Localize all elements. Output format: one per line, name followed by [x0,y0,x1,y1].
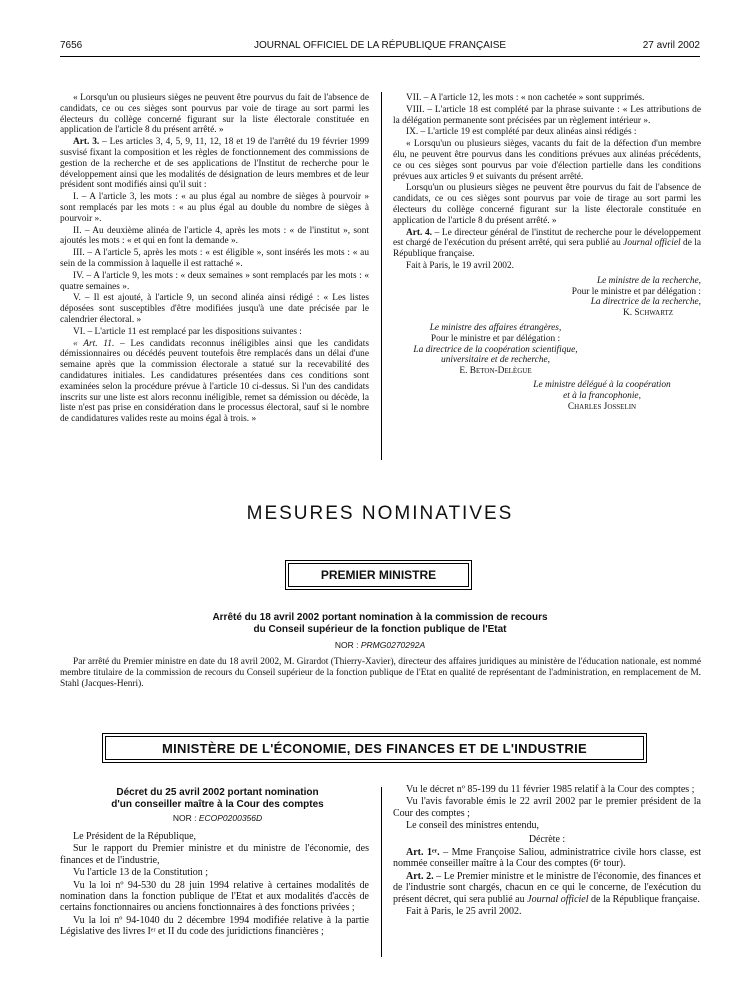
arrete-title: Arrêté du 18 avril 2002 portant nomination à la commission de recours du Conseil supérieur de la fonction publique de l'Etat [212,612,548,635]
item-v: V. – Il est ajouté, à l'article 9, un second alinéa ainsi rédigé : « Les listes déposées sont susceptibles d'être modifiées jusqu'à une date précisée par le calendrier électoral. » [60,293,369,325]
header-rule [60,56,700,57]
decret-right-column: Vu le décret nº 85-199 du 11 février 1985 relatif à la Cour des comptes ; Vu l'avis favorable émis le 22 avril 2002 par le premier président de la Cour des comptes ; Le conseil des ministres entendu, Décrète : Art. 1ᵉʳ. – Mme Françoise Saliou, administratrice civile hors classe, est nommée conseiller maître à la Cour des comptes (6ᵉ tour). Art. 2. – Le Premier ministre et le ministre de l'économie, des finances et de l'industrie sont chargés, chacun en ce qui le concerne, de l'exécution du présent décret, qui sera publié au Journal officiel de la République française. Fait à Paris, le 25 avril 2002. [393,784,702,918]
page-header [60,40,700,54]
signature-recherche: Le ministre de la recherche, Pour le ministre et par délégation : La directrice de la recherche, K. Schwartz [571,275,701,319]
ministere-economie-label: MINISTÈRE DE L'ÉCONOMIE, DES FINANCES ET DE L'INDUSTRIE [105,736,644,760]
article-4: Art. 4. – Le directeur général de l'institut de recherche pour le développement est chargé de l'exécution du présent arrêté, qui sera publié au Journal officiel de la République française. [393,227,702,260]
signature-affaires-etrangeres: Le ministre des affaires étrangères, Pour le ministre et par délégation : La directrice de la coopération scientifique, universitaire et de recherche, E. Beton-Delègue [413,322,578,377]
item-vii: VII. – A l'article 12, les mots : « non cachetée » sont supprimés. [406,93,645,103]
item-ii: II. – Au deuxième alinéa de l'article 4, après les mots : « de l'institut », sont ajoutés les mots : « et qui en font la demande ». [60,225,369,247]
column-divider-bottom [381,787,382,957]
premier-ministre-box [285,560,472,590]
item-ix-quote-2: Lorsqu'un ou plusieurs sièges ne peuvent être pourvus du fait de l'absence de candidats, ce ou ces sièges sont pourvus par voie de tirage au sort parmi les électeurs du collège concerné figurant sur la liste électorale constituée en application de l'article 8 du présent arrêté. » [393,183,701,226]
column-divider [381,92,382,460]
left-column-top [60,93,369,426]
article-11: « Art. 11. – Les candidats reconnus inéligibles ainsi que les candidats démissionnaires ou décédés peuvent toutefois être remplacés dans un délai d'une semaine après que la commission électorale a statué sur la recevabilité des candidatures initiales. Les candidatures présentées dans ces conditions sont examinées selon la procédure prévue à l'article 10 ci-dessus. Si l'un des candidats inscrits sur une liste est alors reconnu inéligible, remet sa démission ou décède, la liste n'est pas prise en considération dans le processus électoral, sauf si le nombre de candidatures valides reste au moins égal à trois. » [60,338,369,425]
item-iii: III. – A l'article 5, après les mots : « est éligible », sont insérés les mots : « au sein de la commission à laquelle il est rattaché ». [60,248,369,269]
fait-a-paris: Fait à Paris, le 19 avril 2002. [406,260,514,271]
decret-nor: NOR : ECOP0200356D [172,813,263,823]
ministere-economie-box [102,733,647,763]
article-3: Art. 3. – Les articles 3, 4, 5, 9, 11, 12, 18 et 19 de l'arrêté du 19 février 1999 susvisé fixant la composition et les règles de fonctionnement des commissions de gestion de la recherche et de ses applications de l'Institut de recherche pour le développement ainsi que les modalités de désignation de leurs membres et de leur président sont modifiés ainsi qu'il suit : [60,137,369,191]
issue-date: 27 avril 2002 [642,40,700,51]
page-number: 7656 [60,40,83,51]
decret-title: Décret du 25 avril 2002 portant nomination d'un conseiller maître à la Cour des comptes [111,787,324,810]
decret-article-2: Art. 2. – Le Premier ministre et le ministre de l'économie, des finances et de l'industrie sont chargés, chacun en ce qui le concerne, de l'exécution du présent décret, qui sera publié au Journal officiel de la République française. [393,870,701,905]
signature-cooperation: Le ministre délégué à la coopération et à la francophonie, Charles Josselin [533,379,671,412]
arrete-nor: NOR : PRMG0270292A [334,640,426,650]
quote-paragraph: « Lorsqu'un ou plusieurs sièges ne peuvent être pourvus du fait de l'absence de candidats, ce ou ces sièges sont pourvus par voie de tirage au sort parmi les électeurs du collège concerné figurant sur la liste électorale constituée en application de l'article 8 du présent arrêté. » [60,93,369,136]
item-ix: IX. – L'article 19 est complété par deux alinéas ainsi rédigés : [406,127,637,138]
section-title-mesures: MESURES NOMINATIVES [246,503,514,524]
arrete-body: Par arrêté du Premier ministre en date du 18 avril 2002, M. Girardot (Thierry-Xavier), directeur des affaires juridiques au ministère de l'éducation nationale, est nommé membre titulaire de la commission de recours du Conseil supérieur de la fonction publique de l'Etat en qualité de représentant de l'administration, en remplacement de M. Stahl (Jacques-Henri). [60,657,701,689]
item-i: I. – A l'article 3, les mots : « au plus égal au nombre de sièges à pourvoir » sont remplacés par les mots : « au plus égal au double du nombre de sièges à pourvoir ». [60,192,369,224]
decret-left-column: Le Président de la République, Sur le rapport du Premier ministre et du ministre de l'économie, des finances et de l'industrie, Vu l'article 13 de la Constitution ; Vu la loi nº 94-530 du 28 juin 1994 relative à certaines modalités de nomination dans la fonction publique de l'Etat et aux modalités d'accès de certains fonctionnaires ou anciens fonctionnaires à des fonctions privées ; Vu la loi nº 94-1040 du 2 décembre 1994 modifiée relative à la partie Législative des livres Iᵉʳ et II du code des juridictions financières ; [60,831,369,938]
item-ix-quote-1: « Lorsqu'un ou plusieurs sièges, vacants du fait de la défection d'un membre élu, ne peuvent être pourvus dans les conditions prévues aux alinéas précédents, ce ou ces sièges sont pourvus par voie d'élection partielle dans les conditions prévues aux articles 9 et suivants du présent arrêté. [393,139,701,182]
item-vi: VI. – L'article 11 est remplacé par les dispositions suivantes : [73,326,302,337]
item-iv: IV. – A l'article 9, les mots : « deux semaines » sont remplacés par les mots : « quatre semaines ». [60,270,369,292]
item-viii: VIII. – L'article 18 est complété par la phrase suivante : « Les attributions de la délégation permanente sont précisées par un règlement intérieur ». [393,104,701,126]
premier-ministre-label: PREMIER MINISTRE [288,563,469,587]
decret-article-1: Art. 1ᵉʳ. – Mme Françoise Saliou, administratrice civile hors classe, est nommée conseiller maître à la Cour des comptes (6ᵉ tour). [393,847,702,870]
journal-title: JOURNAL OFFICIEL DE LA RÉPUBLIQUE FRANÇAISE [253,40,507,51]
right-column-top [393,93,701,412]
